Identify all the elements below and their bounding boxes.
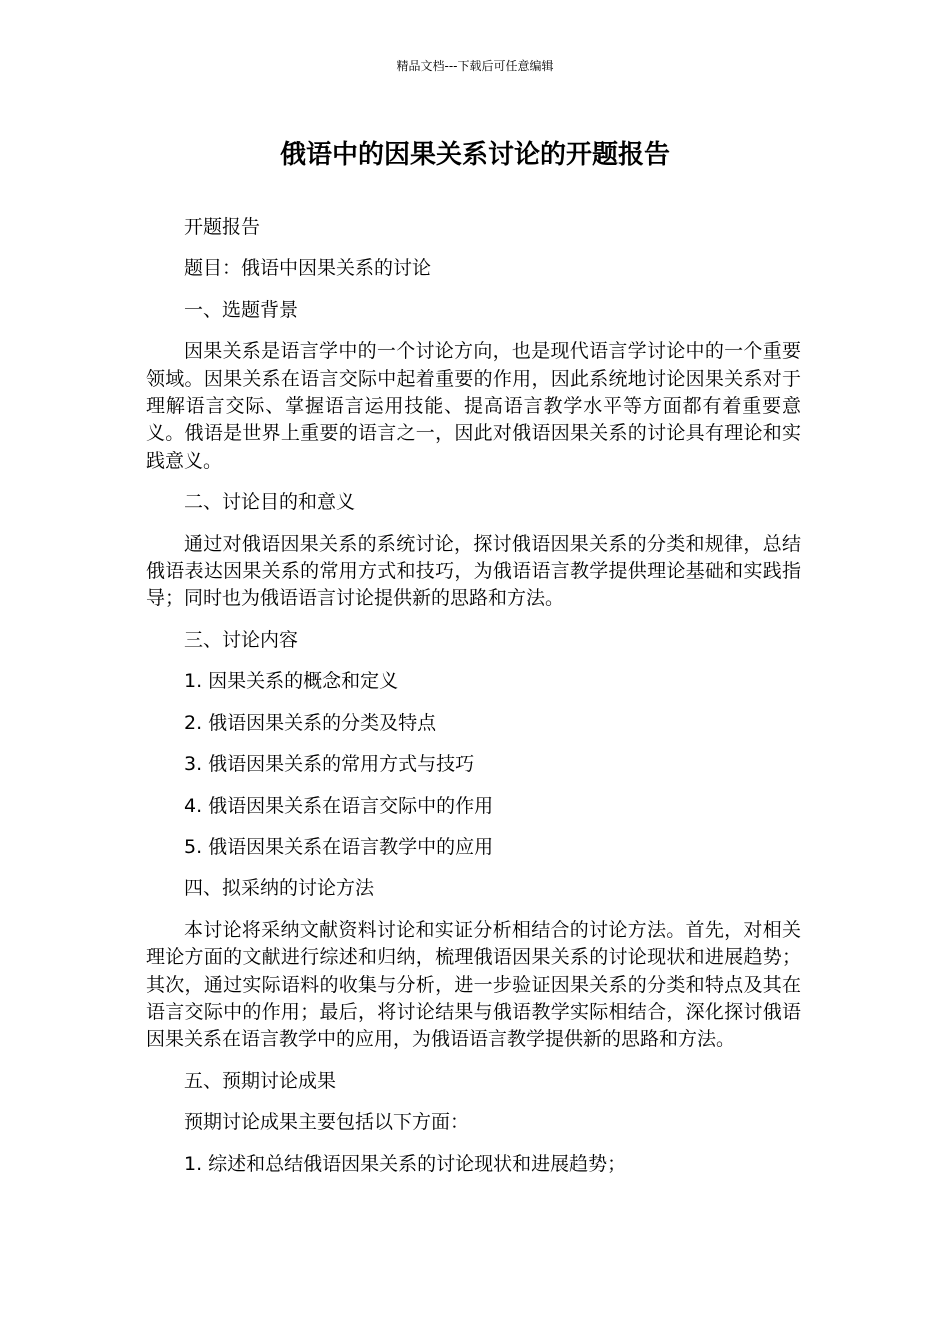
- paragraph-purpose: 通过对俄语因果关系的系统讨论，探讨俄语因果关系的分类和规律，总结俄语表达因果关系的常用方式和技巧，为俄语语言教学提供理论基础和实践指导；同时也为俄语语言讨论提供新的思路和方法。: [146, 532, 801, 610]
- header-note: 精品文档---下载后可任意编辑: [396, 59, 554, 73]
- paragraph-outcomes-intro: 预期讨论成果主要包括以下方面：: [184, 1111, 470, 1134]
- section-heading-background: 一、选题背景: [184, 298, 299, 321]
- content-item-3: 3. 俄语因果关系的常用方式与技巧: [184, 753, 475, 776]
- heading-proposal: 开题报告: [184, 216, 261, 238]
- section-heading-methods: 四、拟采纳的讨论方法: [184, 877, 375, 900]
- section-heading-content: 三、讨论内容: [184, 628, 299, 651]
- document-title: 俄语中的因果关系讨论的开题报告: [279, 140, 670, 170]
- content-item-5: 5. 俄语因果关系在语言教学中的应用: [184, 835, 494, 858]
- outcome-item-1: 1. 综述和总结俄语因果关系的讨论现状和进展趋势；: [184, 1152, 627, 1175]
- content-item-4: 4. 俄语因果关系在语言交际中的作用: [184, 794, 494, 817]
- content-item-1: 1. 因果关系的概念和定义: [184, 670, 399, 693]
- document-body: [146, 214, 801, 1192]
- topic-line: 题目：俄语中因果关系的讨论: [184, 257, 432, 280]
- paragraph-background: 因果关系是语言学中的一个讨论方向，也是现代语言学讨论中的一个重要领域。因果关系在语言交际中起着重要的作用，因此系统地讨论因果关系对于理解语言交际、掌握语言运用技能、提高语言教学水平等方面都有着重要意义。俄语是世界上重要的语言之一，因此对俄语因果关系的讨论具有理论和实践意义。: [146, 340, 801, 472]
- content-item-2: 2. 俄语因果关系的分类及特点: [184, 711, 437, 734]
- paragraph-methods: 本讨论将采纳文献资料讨论和实证分析相结合的讨论方法。首先，对相关理论方面的文献进行综述和归纳，梳理俄语因果关系的讨论现状和进展趋势；其次，通过实际语料的收集与分析，进一步验证因果关系的分类和特点及其在语言交际中的作用；最后，将讨论结果与俄语教学实际相结合，深化探讨俄语因果关系在语言教学中的应用，为俄语语言教学提供新的思路和方法。: [146, 918, 801, 1051]
- section-heading-outcomes: 五、预期讨论成果: [184, 1069, 337, 1092]
- section-heading-purpose: 二、讨论目的和意义: [184, 491, 356, 514]
